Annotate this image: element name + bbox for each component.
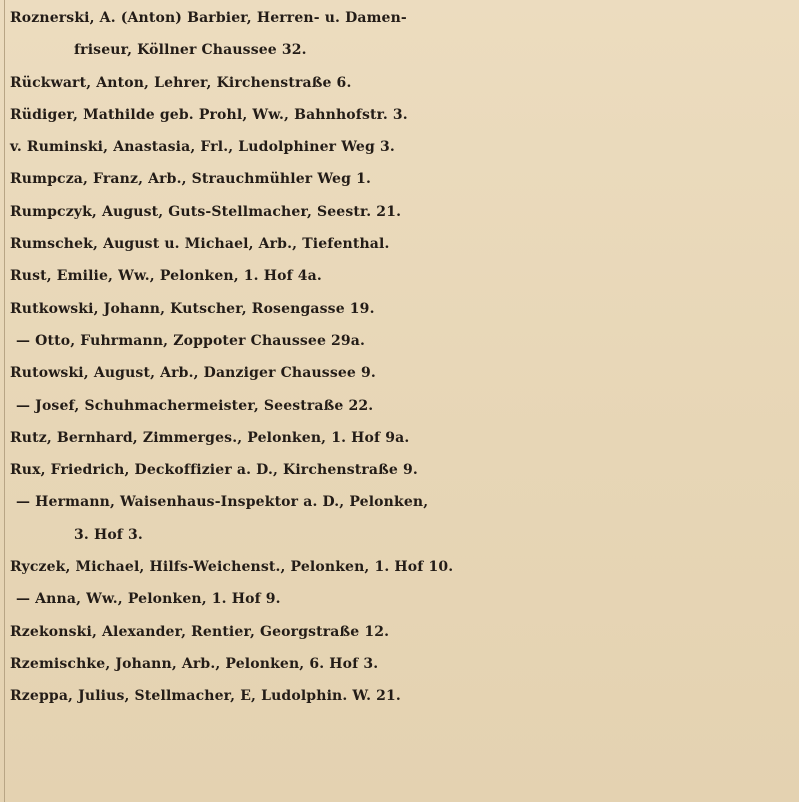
entry-line: Ryczek, Michael, Hilfs-Weichenst., Pelonken, 1. Hof 10. (10, 559, 454, 576)
entry-line-sub: — Otto, Fuhrmann, Zoppoter Chaussee 29a. (16, 332, 366, 349)
entry-line-sub: — Josef, Schuhmachermeister, Seestraße 22. (16, 397, 374, 414)
entry-line: v. Ruminski, Anastasia, Frl., Ludolphiner Weg 3. (10, 139, 395, 156)
entry-line: Rutz, Bernhard, Zimmerges., Pelonken, 1. Hof 9a. (10, 429, 410, 446)
entry-line-continuation: 3. Hof 3. (74, 526, 143, 543)
entry-line: Rumschek, August u. Michael, Arb., Tiefenthal. (10, 236, 390, 253)
entry-line: Rzeppa, Julius, Stellmacher, E, Ludolphin. W. 21. (10, 688, 401, 705)
entry-line: Rumpczyk, August, Guts-Stellmacher, Seestr. 21. (10, 203, 402, 220)
entry-line: Rutowski, August, Arb., Danziger Chaussee 9. (10, 365, 376, 382)
entry-line-continuation: friseur, Köllner Chaussee 32. (74, 42, 307, 59)
entry-line: Rückwart, Anton, Lehrer, Kirchenstraße 6. (10, 74, 352, 91)
entry-line-sub: — Anna, Ww., Pelonken, 1. Hof 9. (16, 591, 281, 608)
entry-line: Rüdiger, Mathilde geb. Prohl, Ww., Bahnhofstr. 3. (10, 106, 408, 123)
entry-line-sub: — Hermann, Waisenhaus-Inspektor a. D., Pelonken, (16, 494, 429, 511)
entry-line: Rzemischke, Johann, Arb., Pelonken, 6. Hof 3. (10, 655, 379, 672)
entry-line: Rux, Friedrich, Deckoffizier a. D., Kirchenstraße 9. (10, 462, 418, 479)
entry-line: Rumpcza, Franz, Arb., Strauchmühler Weg 1. (10, 171, 371, 188)
entry-line: Roznerski, A. (Anton) Barbier, Herren- u. Damen- (10, 10, 407, 26)
directory-entries (0, 2, 799, 713)
entry-line: Rust, Emilie, Ww., Pelonken, 1. Hof 4a. (10, 268, 322, 285)
entry-line: Rzekonski, Alexander, Rentier, Georgstraße 12. (10, 623, 390, 640)
entry-line: Rutkowski, Johann, Kutscher, Rosengasse 19. (10, 300, 375, 317)
